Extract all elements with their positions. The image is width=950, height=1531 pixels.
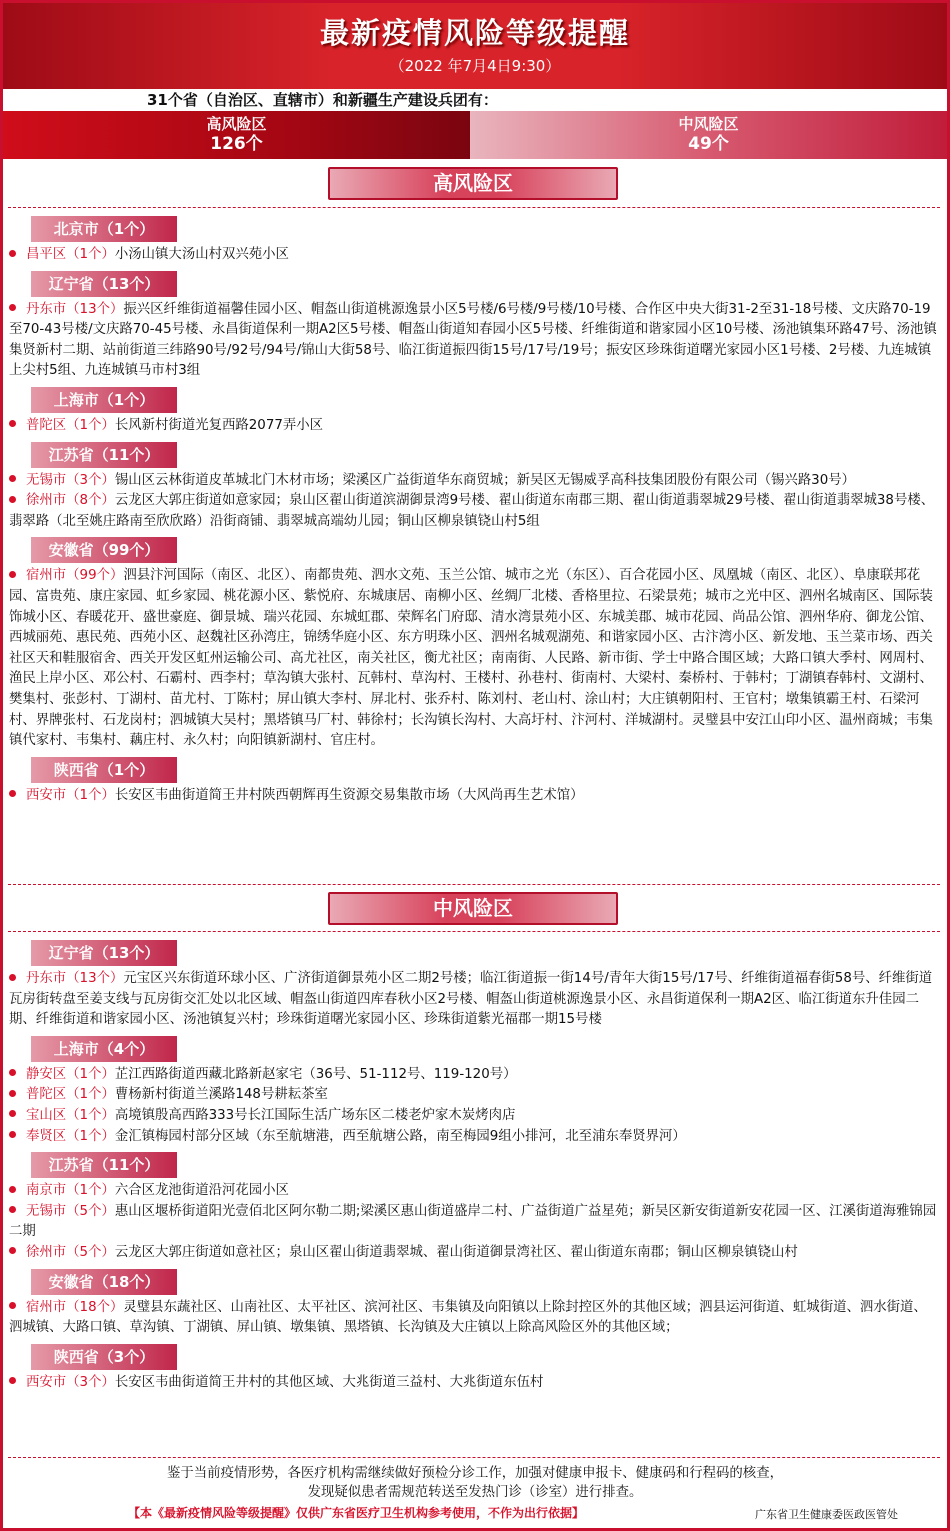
divider <box>8 884 940 885</box>
area-text: 长风新村街道光复西路2077弄小区 <box>114 417 324 433</box>
list-item <box>9 1373 939 1394</box>
city-label: 奉贤区（1个） <box>26 1128 115 1144</box>
area-text: 锡山区云林街道皮革城北门木材市场；梁溪区广益街道华东商贸城；新吴区无锡威孚高科技集团股份有限公司（锡兴路30号） <box>114 472 856 488</box>
area-text: 惠山区堰桥街道阳光壹佰北区阿尔勒二期;梁溪区惠山街道盛岸二村、广益街道广益星苑；新吴区新安街道新安花园一区、江溪街道海雅锦园二期 <box>9 1203 937 1240</box>
list-item <box>9 1298 939 1339</box>
update-date: （2022 年7月4日9:30） <box>389 57 561 75</box>
province-label: 辽宁省（13个） <box>31 271 177 297</box>
bullet-icon <box>9 1186 16 1193</box>
province-label: 上海市（1个） <box>31 387 177 413</box>
city-label: 丹东市（13个） <box>26 301 124 317</box>
bullet-icon <box>9 420 16 427</box>
summary-mid-risk <box>470 111 947 159</box>
province-label: 江苏省（11个） <box>31 1152 177 1178</box>
bullet-icon <box>9 1131 16 1138</box>
area-text: 长安区韦曲街道简王井村陕西朝辉再生资源交易集散市场（大风尚再生艺术馆） <box>114 787 584 803</box>
area-text: 芷江西路街道西藏北路新赵家宅（36号、51-112号、119-120号） <box>114 1066 517 1082</box>
page-title: 最新疫情风险等级提醒 <box>319 16 630 50</box>
province-label: 陕西省（3个） <box>31 1344 177 1370</box>
area-text: 六合区龙池街道沿河花园小区 <box>114 1183 289 1199</box>
summary-high-label: 高风险区 <box>206 115 267 133</box>
list-item <box>9 300 939 382</box>
province-label: 安徽省（18个） <box>31 1269 177 1295</box>
bullet-icon <box>9 304 16 311</box>
bullet-icon <box>9 475 16 482</box>
area-text: 云龙区大郭庄街道如意家园；泉山区翟山街道滨湖御景湾9号楼、翟山街道东南郡三期、翟山街道翡翠城29号楼、翟山街道翡翠城38号楼、翡翠路（北至姚庄路南至欣欣路）沿街商铺、翡翠城高端幼儿园；铜山区柳泉镇铙山村5组 <box>9 493 935 529</box>
city-label: 无锡市（3个） <box>26 472 115 488</box>
summary-high-count: 126个 <box>210 134 263 154</box>
area-text: 灵璧县东蔬社区、山南社区、太平社区、滨河社区、韦集镇及向阳镇以上除封控区外的其他区域；泗县运河街道、虹城街道、泗水街道、泗城镇、大路口镇、草沟镇、丁湖镇、屏山镇、墩集镇、黑塔镇、长沟镇及大庄镇以上除高风险区外的其他区域； <box>9 1299 927 1336</box>
list-item <box>9 1202 939 1243</box>
city-label: 静安区（1个） <box>26 1066 115 1082</box>
city-label: 普陀区（1个） <box>26 1087 115 1103</box>
city-label: 宝山区（1个） <box>26 1107 115 1123</box>
city-label: 南京市（1个） <box>26 1183 115 1199</box>
bullet-icon <box>9 1206 16 1213</box>
high-risk-list <box>9 211 939 806</box>
list-item <box>9 1065 939 1086</box>
province-label: 安徽省（99个） <box>31 537 177 563</box>
bullet-icon <box>9 1110 16 1117</box>
list-item <box>9 245 939 266</box>
list-item <box>9 471 939 492</box>
bullet-icon <box>9 250 16 257</box>
mid-risk-list <box>9 935 939 1393</box>
bullet-icon <box>9 1377 16 1384</box>
list-item <box>9 416 939 437</box>
area-text: 曹杨新村街道兰溪路148号耕耘茶室 <box>114 1087 328 1103</box>
province-label: 江苏省（11个） <box>31 442 177 468</box>
footer-line-1: 鉴于当前疫情形势，各医疗机构需继续做好预检分诊工作，加强对健康申报卡、健康码和行程码的核查， <box>167 1466 783 1481</box>
list-item <box>9 969 939 1031</box>
bullet-icon <box>9 1247 16 1254</box>
bullet-icon <box>9 790 16 797</box>
province-label: 北京市（1个） <box>31 216 177 242</box>
province-label: 陕西省（1个） <box>31 757 177 783</box>
header-banner <box>3 3 947 89</box>
high-risk-section-title: 高风险区 <box>328 167 618 200</box>
footer-notice <box>3 1464 947 1502</box>
city-label: 普陀区（1个） <box>26 417 115 433</box>
area-text: 小汤山镇大汤山村双兴苑小区 <box>114 247 289 262</box>
bullet-icon <box>9 1069 16 1076</box>
summary-mid-count: 49个 <box>688 134 729 154</box>
bullet-icon <box>9 496 16 503</box>
area-text: 元宝区兴东街道环球小区、广济街道御景苑小区二期2号楼；临江街道振一街14号/青年大街15号/17号、纤维街道福春街58号、纤维街道瓦房街转盘至姜支线与瓦房街交汇处以北区域、帽盔山街道四库春秋小区2号楼、帽盔山街道桃源逸景小区、永昌街道保利一期A2区、临江街道东升佳园二期、纤维街道和谐家园小区、汤池镇复兴村；珍珠街道曙光家园小区、珍珠街道紫光福郡一期15号楼 <box>9 971 933 1028</box>
area-text: 振兴区纤维街道福馨佳园小区、帽盔山街道桃源逸景小区5号楼/6号楼/9号楼/10号楼、合作区中央大街31-2至31-18号楼、文庆路70-19至70-43号楼/文庆路70-45号楼、永昌街道保利一期A2区5号楼、帽盔山街道知春园小区5号楼、纤维街道和谐家园小区10号楼、汤池镇集环路47号、汤池镇集贤新村二期、站前街道三纬路90号/92号/94号/锦山大街58号、临江街道振四街15号/17号/19号；振安区珍珠街道曙光家园小区1号楼、2号楼、九连城镇上尖村5组、九连城镇马市村3组 <box>9 301 937 379</box>
list-item <box>9 1127 939 1148</box>
bullet-icon <box>9 1302 16 1309</box>
area-text: 金汇镇梅园村部分区域（东至航塘港，西至航塘公路，南至梅园9组小排河，北至浦东奉贤界河） <box>114 1128 686 1144</box>
area-text: 云龙区大郭庄街道如意社区；泉山区翟山街道翡翠城、翟山街道御景湾社区、翟山街道东南郡；铜山区柳泉镇铙山村 <box>114 1244 798 1260</box>
disclaimer-note: 【本《最新疫情风险等级提醒》仅供广东省医疗卫生机构参考使用，不作为出行依据】 <box>128 1506 585 1520</box>
area-text: 泗县汴河国际（南区、北区）、南都贵苑、泗水文苑、玉兰公馆、城市之光（东区）、百合花园小区、凤凰城（南区、北区）、阜康联邦花园、富贵苑、康庄家园、虹乡家园、桃花源小区、紫悦府、东城康居、南柳小区、丝绸厂北楼、香格里拉、石梁景苑；城市之光中区、泗州名城南区、国际装饰城小区、春暖花开、盛世豪庭、御景城、瑞兴花园、东城虹郡、荣辉名门府邸、清水湾景苑小区、东城美郡、城市花园、尚品公馆、泗州华府、御龙公馆、西城丽苑、惠民苑、西苑小区、赵魏社区孙湾庄，锦绣华庭小区、东方明珠小区、泗州名城观湖苑、和谐家园小区、古汴湾小区、新发地、玉兰菜市场、西关社区天和鞋服宿舍、西关开发区虹州运输公司、高尤社区，南关社区，衡尤社区；南南街、人民路、新市街、学士中路合围区域；大路口镇大季村、网周村、渔民上岸小区、邓公村、石霸村、西李村；草沟镇大张村、瓦韩村、草沟村、王楼村、孙巷村、街南村、大梁村、秦桥村、于韩村；丁湖镇春韩村、文湖村、樊集村、张彭村、丁湖村、苗尤村、丁陈村；屏山镇大李村、屏北村、张乔村、陈刘村、老山村、涂山村；大庄镇朝阳村、王官村；墩集镇霸王村、石梁河村、界牌张村、石龙岗村；泗城镇大吴村；黑塔镇马厂村、韩徐村；长沟镇长沟村、大高圩村、汴河村、洋城湖村。灵璧县中安江山印小区、温州商城；韦集镇代家村、韦集村、藕庄村、永久村；向阳镇新湖村、官庄村。 <box>9 568 933 749</box>
city-label: 无锡市（5个） <box>26 1203 115 1219</box>
area-text: 长安区韦曲街道简王井村的其他区域、大兆街道三益村、大兆街道东伍村 <box>114 1374 544 1390</box>
province-label: 上海市（4个） <box>31 1036 177 1062</box>
city-label: 徐州市（5个） <box>26 1244 115 1260</box>
mid-risk-section-title: 中风险区 <box>328 892 618 925</box>
divider <box>8 1457 940 1458</box>
city-label: 丹东市（13个） <box>26 971 124 986</box>
summary-mid-label: 中风险区 <box>678 115 739 133</box>
list-item <box>9 566 939 751</box>
city-label: 宿州市（99个） <box>26 568 124 584</box>
list-item <box>9 1243 939 1264</box>
city-label: 西安市（3个） <box>26 1374 115 1390</box>
area-text: 高境镇殷高西路333号长江国际生活广场东区二楼老炉家木炭烤肉店 <box>114 1107 516 1123</box>
list-item <box>9 786 939 807</box>
issuing-organization: 广东省卫生健康委医政医管处 <box>755 1508 898 1521</box>
intro-text: 31个省（自治区、直辖市）和新疆生产建设兵团有： <box>3 89 947 111</box>
province-label: 辽宁省（13个） <box>31 940 177 966</box>
city-label: 昌平区（1个） <box>26 247 115 262</box>
divider <box>8 207 940 208</box>
bullet-icon <box>9 571 16 578</box>
list-item <box>9 1106 939 1127</box>
summary-high-risk <box>3 111 470 159</box>
list-item <box>9 1181 939 1202</box>
city-label: 徐州市（8个） <box>26 493 115 509</box>
footer-line-2: 发现疑似患者需规范转送至发热门诊（诊室）进行排查。 <box>307 1485 643 1500</box>
divider <box>8 931 940 932</box>
city-label: 宿州市（18个） <box>26 1299 124 1315</box>
list-item <box>9 1085 939 1106</box>
bullet-icon <box>9 1090 16 1097</box>
bullet-icon <box>9 974 16 981</box>
city-label: 西安市（1个） <box>26 787 115 803</box>
list-item <box>9 491 939 532</box>
